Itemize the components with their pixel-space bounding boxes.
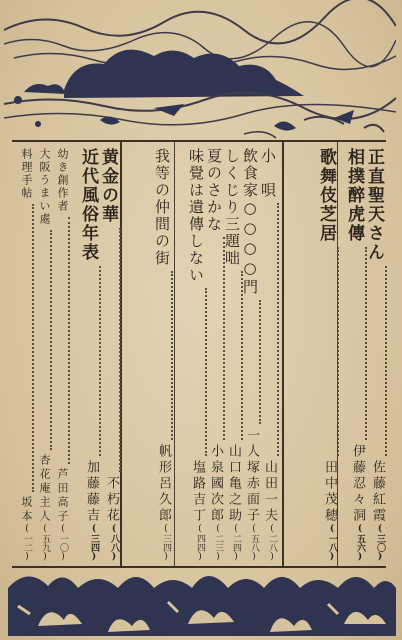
entry-title: 夏のさかな (205, 148, 223, 233)
entry-title: 大阪うまい處 (38, 148, 51, 226)
dot-leader (222, 271, 243, 440)
entry-page: (五九) (40, 524, 50, 562)
entry-title: 歌舞伎芝居 (316, 148, 336, 243)
entry-author: 加藤藤吉 (84, 460, 99, 524)
dot-leader (186, 288, 207, 456)
entry-page: (四四) (195, 524, 205, 562)
entry-author: 山口亀之助 (226, 444, 241, 524)
entry-title: 正直聖天さん (364, 148, 384, 262)
entry-author: 田中茂穂 (322, 460, 337, 524)
entry-author: 不朽花 (104, 476, 119, 524)
toc-entry (54, 148, 70, 562)
dot-leader (258, 203, 279, 456)
entry-title: 相撲醉虎傳 (344, 148, 364, 243)
toc-entry (342, 148, 367, 562)
entry-page: (三四) (89, 524, 99, 562)
dot-leader (314, 247, 339, 456)
entry-author: 山田一夫 (262, 460, 277, 524)
toc-entry (36, 148, 52, 562)
entry-author: 佐藤紅霞 (370, 460, 385, 524)
entry-author: 芦田高子 (56, 468, 69, 524)
entry-page: (二四) (231, 524, 241, 562)
entry-page: (一八) (327, 524, 337, 562)
entry-author: 一人塚赤面子 (244, 428, 259, 524)
entry-author: 帆形呂久郎 (156, 444, 171, 524)
entry-title: 黄金の華 (98, 148, 118, 224)
toc-entry (314, 148, 339, 562)
entry-page: (三四) (161, 524, 171, 562)
entry-title: 飲食家○○○○門 (241, 148, 259, 296)
column-rule (174, 142, 175, 566)
entry-page: (五六) (355, 524, 365, 562)
leaf-pattern-illustration (8, 566, 396, 636)
entry-author: 伊藤忍々洞 (350, 444, 365, 524)
entry-title: 味覺は遺傳しない (187, 148, 205, 284)
entry-page: (三〇) (375, 524, 385, 562)
dot-leader (240, 300, 261, 424)
dot-leader (54, 217, 70, 464)
entry-author: 塩路吉丁 (190, 460, 205, 524)
toc-entry (186, 148, 207, 562)
entry-page: (二三) (213, 524, 223, 562)
seascape-illustration (4, 0, 396, 150)
toc-entry (18, 148, 34, 562)
entry-page: (五八) (249, 524, 259, 562)
dot-leader (76, 266, 101, 456)
entry-title: 幼き創作者 (56, 148, 69, 213)
toc-entry (152, 148, 173, 562)
toc-entry (240, 148, 261, 562)
toc-entry (222, 148, 243, 562)
toc-entry (76, 148, 101, 562)
entry-author: 坂本 (20, 496, 33, 524)
dot-leader (36, 230, 52, 450)
entry-author: 杏花庵主人 (38, 454, 51, 524)
entry-page: (一〇) (58, 524, 68, 562)
entry-author: 小泉國次郎 (208, 444, 223, 524)
entry-title: 近代風俗年表 (78, 148, 98, 262)
entry-page: (二八) (267, 524, 277, 562)
table-of-contents (12, 140, 386, 568)
dot-leader (342, 247, 367, 440)
toc-entry (204, 148, 225, 562)
entry-page: (八八) (109, 524, 119, 562)
toc-entry (258, 148, 279, 562)
dot-leader (152, 271, 173, 440)
entry-title: 料理手帖 (20, 148, 33, 200)
entry-page: (一二) (22, 524, 32, 562)
dot-leader (18, 204, 34, 492)
entry-title: 小 唄 (259, 148, 277, 199)
column-rule (282, 142, 284, 566)
entry-title: しくじり三題咄 (223, 148, 241, 267)
entry-title: 我等の仲間の街 (153, 148, 171, 267)
dot-leader (204, 237, 225, 440)
